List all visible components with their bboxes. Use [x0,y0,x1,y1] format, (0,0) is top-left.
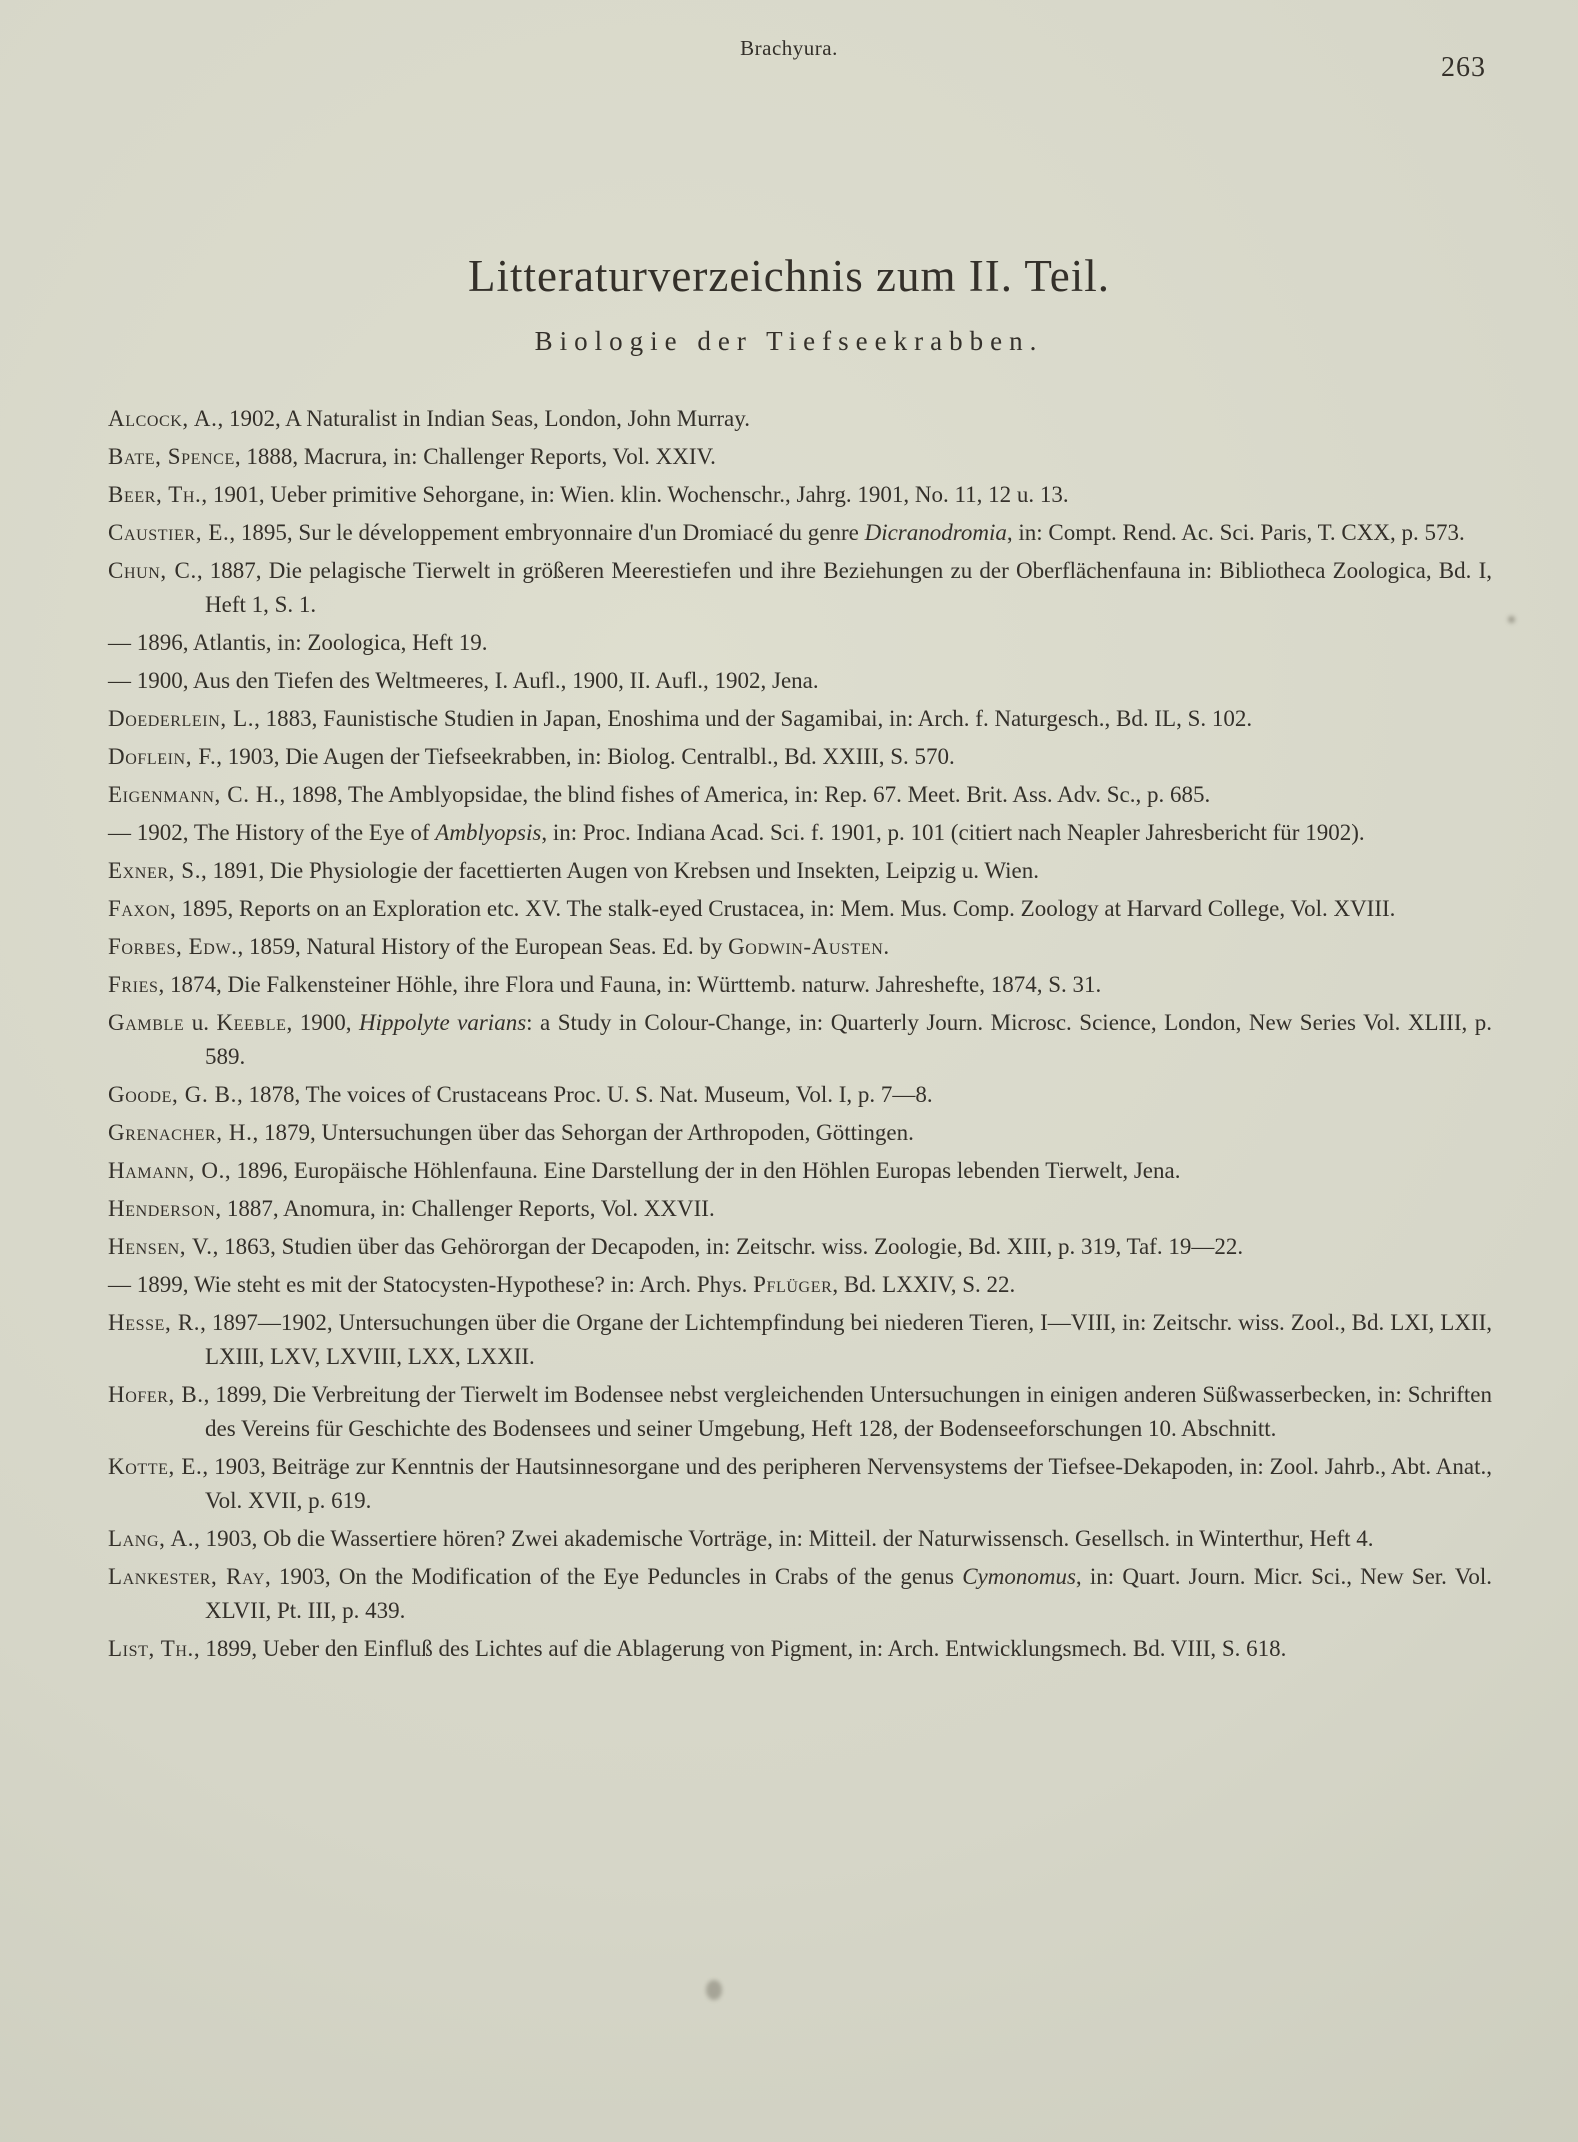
entry-text: , 1903, Ob die Wassertiere hören? Zwei akademische Vorträge, in: Mitteil. der Naturwissensch. Gesellsch. in Winterthur, Heft 4. [194,1526,1374,1551]
entry-text: , 1902, A Naturalist in Indian Seas, London, John Murray. [217,406,750,431]
bibliography-entry [108,1230,1492,1264]
bibliography-entry [108,740,1492,774]
entry-text: , 1900, [286,1010,359,1035]
bibliography-entry [108,1078,1492,1112]
entry-text: . [883,934,890,959]
species-name: Amblyopsis [435,820,542,845]
entry-text: , 1859, Natural History of the European Seas. Ed. by [237,934,729,959]
author-name: Godwin-Austen [728,934,884,959]
entry-text: , 1903, Beiträge zur Kenntnis der Hautsinnesorgane und des peripheren Nervensystems der Tiefsee-Dekapoden, in: Zool. Jahrb., Abt. Anat., Vol. XVII, p. 619. [202,1454,1492,1513]
entry-text: , 1887, Anomura, in: Challenger Reports, Vol. XXVII. [215,1196,715,1221]
entry-text: , 1896, Europäische Höhlenfauna. Eine Darstellung der in den Höhlen Europas lebenden Tierwelt, Jena. [224,1158,1181,1183]
entry-text: — 1896, Atlantis, in: Zoologica, Heft 19. [108,630,488,655]
title-block [0,250,1578,357]
author-name: Hamann, O. [108,1158,225,1183]
entry-text: , 1899, Ueber den Einfluß des Lichtes auf die Ablagerung von Pigment, in: Arch. Entwicklungsmech. Bd. VIII, S. 618. [193,1636,1287,1661]
bibliography-entry [108,1450,1492,1518]
author-name: Grenacher, H. [108,1120,253,1145]
author-name: Eigenmann, C. H. [108,782,280,807]
entry-text: , 1903, On the Modification of the Eye Peduncles in Crabs of the genus [264,1564,963,1589]
entry-text: , 1879, Untersuchungen über das Sehorgan der Arthropoden, Göttingen. [252,1120,914,1145]
entry-text: , in: Quart. Journ. Micr. Sci., New Ser. Vol. XLVII, Pt. III, p. 439. [205,1564,1492,1623]
author-name: Henderson [108,1196,216,1221]
bibliography-entry [108,968,1492,1002]
entry-text: , 1897—1902, Untersuchungen über die Organe der Lichtempfindung bei niederen Tieren, I—VIII, in: Zeitschr. wiss. Zool., Bd. LXI, LXII, LXIII, LXV, LXVIII, LXX, LXXII. [200,1310,1492,1369]
entry-text: , 1903, Die Augen der Tiefseekrabben, in: Biolog. Centralbl., Bd. XXIII, S. 570. [216,744,955,769]
bibliography-entry [108,854,1492,888]
author-name: Exner, S. [108,858,202,883]
entry-text: , 1863, Studien über das Gehörorgan der Decapoden, in: Zeitschr. wiss. Zoologie, Bd. XIII, p. 319, Taf. 19—22. [212,1234,1244,1259]
entry-text: u. [184,1010,217,1035]
bibliography-entry [108,402,1492,436]
ink-smudge [706,1980,722,2000]
bibliography-entry [108,1632,1492,1666]
bibliography-entry [108,478,1492,512]
entry-text: , 1888, Macrura, in: Challenger Reports, Vol. XXIV. [234,444,716,469]
entry-text: , 1895, Reports on an Exploration etc. XV. The stalk-eyed Crustacea, in: Mem. Mus. Comp. Zoology at Harvard College, Vol. XVIII. [170,896,1396,921]
paper-speck [1508,616,1515,623]
author-name: Lang, A. [108,1526,195,1551]
bibliography-entry [108,1378,1492,1446]
bibliography-entry [108,626,1492,660]
bibliography-list [108,402,1492,1670]
author-name: Chun, C. [108,558,197,583]
entry-text: , 1874, Die Falkensteiner Höhle, ihre Flora und Fauna, in: Württemb. naturw. Jahreshefte, 1874, S. 31. [158,972,1102,997]
bibliography-entry [108,1306,1492,1374]
author-name: Bate, Spence [108,444,235,469]
entry-text: , 1901, Ueber primitive Sehorgane, in: Wien. klin. Wochenschr., Jahrg. 1901, No. 11, 12 u. 13. [201,482,1069,507]
author-name: Caustier, E. [108,520,230,545]
entry-text: , 1899, Die Verbreitung der Tierwelt im Bodensee nebst vergleichenden Untersuchungen in einigen anderen Süßwasserbecken, in: Schriften des Vereins für Geschichte des Bodensees und seiner Umgebung, Heft 128, der Bodenseeforschungen 10. Abschnitt. [203,1382,1492,1441]
entry-text: , 1891, Die Physiologie der facettierten Augen von Krebsen und Insekten, Leipzig u. Wien. [201,858,1039,883]
species-name: Cymonomus [962,1564,1076,1589]
species-name: Dicranodromia [864,520,1007,545]
bibliography-entry [108,778,1492,812]
bibliography-entry [108,1268,1492,1302]
entry-text: : a Study in Colour-Change, in: Quarterly Journ. Microsc. Science, London, New Series Vol. XLIII, p. 589. [205,1010,1493,1069]
bibliography-entry [108,816,1492,850]
section-subtitle: Biologie der Tiefseekrabben. [534,326,1044,356]
bibliography-entry [108,1560,1492,1628]
bibliography-entry [108,930,1492,964]
page-number: 263 [1441,52,1486,83]
author-name: Pflüger [753,1272,833,1297]
entry-text: , in: Compt. Rend. Ac. Sci. Paris, T. CXX, p. 573. [1006,520,1465,545]
bibliography-entry [108,1522,1492,1556]
entry-text: , 1898, The Amblyopsidae, the blind fishes of America, in: Rep. 67. Meet. Brit. Ass. Adv. Sc., p. 685. [279,782,1211,807]
author-name: List, Th. [108,1636,194,1661]
author-name: Forbes, Edw. [108,934,238,959]
entry-text: — 1900, Aus den Tiefen des Weltmeeres, I. Aufl., 1900, II. Aufl., 1902, Jena. [108,668,819,693]
bibliography-entry [108,1154,1492,1188]
bibliography-entry [108,1116,1492,1150]
author-name: Beer, Th. [108,482,202,507]
author-name: Fries [108,972,159,997]
author-name: Lankester, Ray [108,1564,265,1589]
entry-text: , 1895, Sur le développement embryonnaire d'un Dromiacé du genre [229,520,865,545]
author-name: Hensen, V. [108,1234,213,1259]
author-name: Goode, G. B. [108,1082,237,1107]
bibliography-entry [108,1192,1492,1226]
bibliography-entry [108,892,1492,926]
entry-text: , 1883, Faunistische Studien in Japan, Enoshima und der Sagamibai, in: Arch. f. Naturgesch., Bd. IL, S. 102. [254,706,1253,731]
author-name: Kotte, E. [108,1454,203,1479]
author-name: Alcock, A. [108,406,218,431]
entry-text: , in: Proc. Indiana Acad. Sci. f. 1901, p. 101 (citiert nach Neapler Jahresbericht für 1902). [541,820,1365,845]
entry-text: , 1887, Die pelagische Tierwelt in größeren Meerestiefen und ihre Beziehungen zu der Oberflächenfauna in: Bibliotheca Zoologica, Bd. I, Heft 1, S. 1. [196,558,1492,617]
author-name: Keeble [216,1010,287,1035]
entry-text: — 1902, The History of the Eye of [108,820,436,845]
section-title: Litteraturverzeichnis zum II. Teil. [467,251,1111,301]
author-name: Doederlein, L. [108,706,255,731]
author-name: Doflein, F. [108,744,217,769]
species-name: Hippolyte varians [358,1010,527,1035]
bibliography-entry [108,516,1492,550]
bibliography-entry [108,1006,1492,1074]
author-name: Hofer, B. [108,1382,204,1407]
bibliography-entry [108,554,1492,622]
entry-text: , 1878, The voices of Crustaceans Proc. U. S. Nat. Museum, Vol. I, p. 7—8. [236,1082,933,1107]
author-name: Faxon [108,896,171,921]
running-head: Brachyura. [740,36,838,60]
author-name: Gamble [108,1010,185,1035]
bibliography-entry [108,702,1492,736]
author-name: Hesse, R. [108,1310,201,1335]
entry-text: , Bd. LXXIV, S. 22. [832,1272,1016,1297]
entry-text: — 1899, Wie steht es mit der Statocysten-Hypothese? in: Arch. Phys. [108,1272,754,1297]
bibliography-entry [108,664,1492,698]
bibliography-entry [108,440,1492,474]
